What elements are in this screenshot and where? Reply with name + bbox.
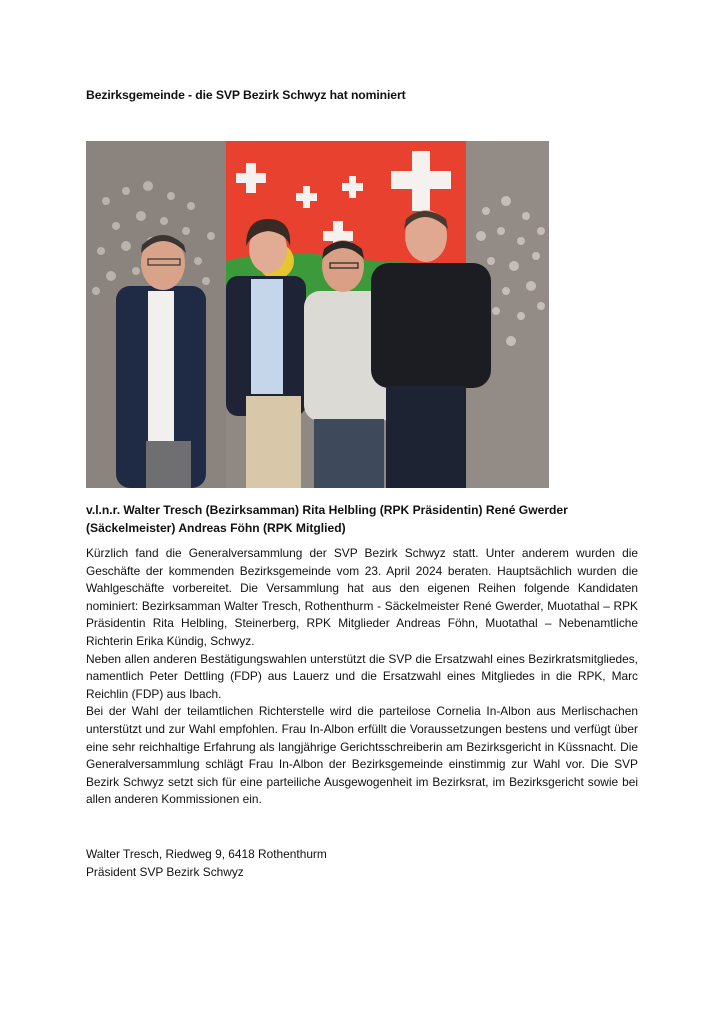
article-body [86, 545, 638, 809]
group-photo-illustration [86, 141, 549, 488]
paragraph-judge-election: Bei der Wahl der teilamtlichen Richterstelle wird die parteilose Cornelia In-Albon aus Merlischachen unterstützt und zur Wahl empfohlen. Frau In-Albon erfüllt die Voraussetzungen bestens und verfügt über eine sehr reichhaltige Erfahrung als langjährige Gerichtsschreiberin am Bezirksgericht in Küssnacht. Die Generalversammlung schlägt Frau In-Albon der Bezirksgemeinde einstimmig zur Wahl vor. Die SVP Bezirk Schwyz setzt sich für eine parteiliche Ausgewogenheit im Bezirksrat, im Bezirksgericht sowie bei allen anderen Kommissionen ein. [86, 704, 638, 807]
paragraph-nominations: Kürzlich fand die Generalversammlung der SVP Bezirk Schwyz statt. Unter anderem wurden die Geschäfte der kommenden Bezirksgemeinde vom 23. April 2024 beraten. Hauptsächlich wurden die Wahlgeschäfte vorbereitet. Die Versammlung hat aus den eigenen Reihen folgende Kandidaten nominiert: Bezirksamman Walter Tresch, Rothenthurm - Säckelmeister René Gwerder, Muotathal – RPK Präsidentin Rita Helbling, Steinerberg, RPK Mitglieder Andreas Föhn, Muotathal – Nebenamtliche Richterin Erika Kündig, Schwyz. [86, 546, 638, 648]
signature-role: Präsident SVP Bezirk Schwyz [86, 864, 244, 879]
signature-block [86, 846, 327, 881]
paragraph-confirmation-elections: Neben allen anderen Bestätigungswahlen unterstützt die SVP die Ersatzwahl eines Bezirkratsmitgliedes, namentlich Peter Dettling (FDP) aus Lauerz und die Ersatzwahl eines Mitgliedes in die RPK, Marc Reichlin (FDP) aus Ibach. [86, 651, 638, 701]
document-title: Bezirksgemeinde - die SVP Bezirk Schwyz hat nominiert [86, 88, 406, 102]
group-photo [86, 141, 549, 488]
photo-caption: v.l.n.r. Walter Tresch (Bezirksamman) Rita Helbling (RPK Präsidentin) René Gwerder (Säckelmeister) Andreas Föhn (RPK Mitglied) [86, 503, 568, 535]
signature-address: Walter Tresch, Riedweg 9, 6418 Rothenthurm [86, 847, 327, 861]
